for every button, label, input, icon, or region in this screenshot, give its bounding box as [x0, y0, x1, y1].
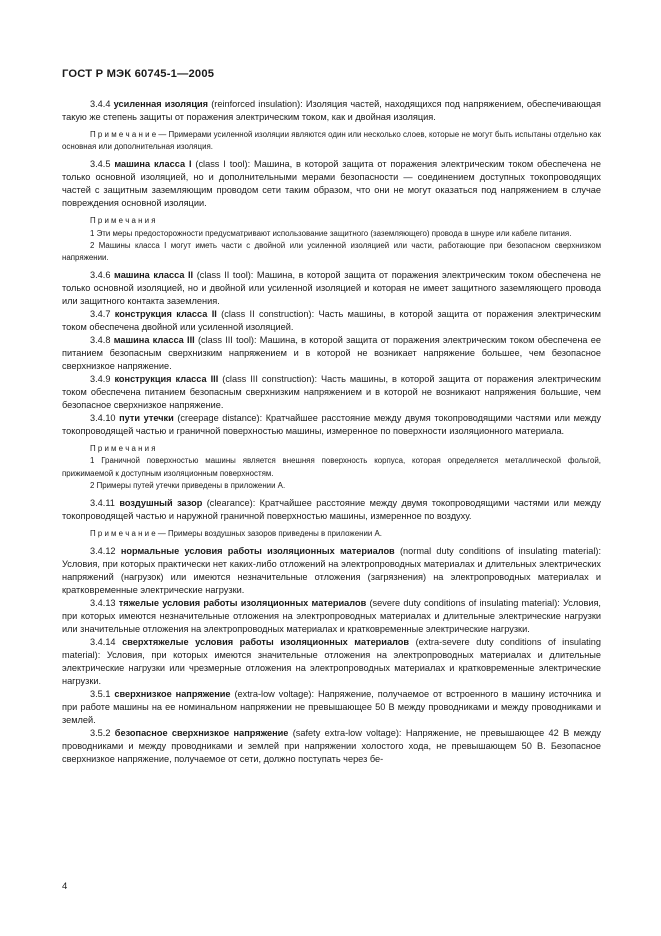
note-text: 2 Примеры путей утечки приведены в приложении А.: [90, 480, 286, 490]
defined-term: машина класса I: [114, 159, 192, 170]
definition-text: (extra-low voltage): Напряжение, получаемое от встроенного в машину источника и при работе машины на ее номинальном напряжении не превышающее 50 В между проводниками и между проводниками и землей.: [62, 689, 601, 726]
defined-term: конструкция класса III: [114, 374, 219, 385]
note-heading: [62, 215, 601, 227]
definition-paragraph: [62, 98, 601, 124]
standard-header: ГОСТ Р МЭК 60745-1—2005: [62, 68, 215, 80]
note-text: — Примерами усиленной изоляции являются один или несколько слоев, которые не могут быть испытаны отдельно как основная или дополнительная изоляция.: [62, 130, 601, 152]
definition-paragraph: [62, 269, 601, 308]
definition-paragraph: [62, 497, 601, 523]
clause-number: 3.4.12: [90, 546, 116, 557]
defined-term: машина класса III: [113, 335, 195, 346]
note-paragraph: [62, 480, 601, 492]
note-label: П р и м е ч а н и е: [90, 529, 156, 539]
definition-paragraph: [62, 636, 601, 688]
note-label: П р и м е ч а н и я: [90, 216, 156, 226]
definition-paragraph: [62, 727, 601, 766]
clause-number: 3.4.11: [90, 498, 115, 509]
definition-text: (severe duty conditions of insulating material): Условия, при которых имеются незначительные отложения на электропроводных материалах и длительные электрические нагрузки или значительные отложения на электропроводных материалах и кратковременные электрические нагрузки.: [62, 598, 601, 635]
clause-number: 3.4.13: [90, 598, 116, 609]
clause-number: 3.4.14: [90, 637, 116, 648]
definition-text: (class III construction): Часть машины, в которой защита от поражения электрическим током обеспечена питанием безопасным сверхнизким напряжением и в которой не возникают напряжения большие, чем безопасное сверхнизкое напряжение.: [62, 374, 601, 411]
definition-paragraph: [62, 158, 601, 210]
defined-term: нормальные условия работы изоляционных материалов: [120, 546, 395, 557]
document-body: [62, 98, 601, 766]
page-number: 4: [62, 881, 68, 892]
clause-number: 3.5.1: [90, 689, 111, 700]
definition-text: (clearance): Кратчайшее расстояние между двумя токопроводящими частями или между токопроводящей частью и наружной граничной поверхностью машины, измеренное по воздуху.: [62, 498, 601, 522]
note-paragraph: [62, 240, 601, 264]
definition-paragraph: [62, 308, 601, 334]
definition-text: (creepage distance): Кратчайшее расстояние между двумя токопроводящими частями или между токопроводящей частью и граничной поверхностью машины, измеренное по поверхности изоляционного материала.: [62, 413, 601, 437]
definition-paragraph: [62, 412, 601, 438]
note-text: 2 Машины класса I могут иметь части с двойной или усиленной изоляцией или части, работающие при безопасном сверхнизком напряжении.: [62, 240, 601, 263]
definition-text: (reinforced insulation): Изоляция частей, находящихся под напряжением, обеспечивающая такую же степень защиты от поражения электрическим током, как и двойная изоляция.: [62, 99, 601, 122]
clause-number: 3.4.6: [90, 270, 111, 281]
clause-number: 3.4.7: [90, 309, 111, 320]
note-paragraph: [62, 228, 601, 240]
definition-paragraph: [62, 334, 601, 373]
note-text: — Примеры воздушных зазоров приведены в приложении А.: [155, 529, 382, 539]
definition-text: (class I tool): Машина, в которой защита от поражения электрическим током обеспечена не только основной изоляцией, но и дополнительными мерами безопасности — соединением доступных токопроводящих частей с защитным заземляющим проводом сети таким образом, что они не могут оказаться под напряжением в случае повреждения основной изоляции.: [62, 159, 601, 209]
definition-text: (safety extra-low voltage): Напряжение, не превышающее 42 В между проводниками и между проводниками и землей при напряжении холостого хода, не превышающем 50 В. Безопасное сверхнизкое напряжение, получаемое от сети, должно поступать через бе-: [62, 728, 601, 765]
definition-text: (class III tool): Машина, в которой защита от поражения электрическим током обеспечена ее питанием безопасным сверхнизким напряжением и в которой не возникает напряжение большее, чем безопасное сверхнизкое напряжение.: [62, 335, 601, 372]
defined-term: безопасное сверхнизкое напряжение: [114, 728, 289, 739]
defined-term: сверхнизкое напряжение: [114, 689, 231, 700]
clause-number: 3.5.2: [90, 728, 111, 739]
note-paragraph: [62, 129, 601, 153]
clause-number: 3.4.8: [90, 335, 111, 346]
clause-number: 3.4.5: [90, 159, 111, 170]
clause-number: 3.4.10: [90, 413, 116, 424]
definition-text: (normal duty conditions of insulating material): Условия, при которых практически нет каких-либо отложений на электропроводных материалах и длительных электрических напряжений (нагрузок) или имеются незначительные отложения (загрязнения) на электропроводных материалах и кратковременные электрические нагрузки.: [62, 546, 601, 596]
definition-text: (class II tool): Машина, в которой защита от поражения электрическим током обеспечена не только основной изоляцией, но и двойной или усиленной изоляцией и которая не имеет защитного заземляющего провода или защитного контакта заземления.: [62, 270, 602, 307]
defined-term: конструкция класса II: [114, 309, 217, 320]
defined-term: тяжелые условия работы изоляционных материалов: [118, 598, 367, 609]
defined-term: машина класса II: [114, 270, 194, 281]
definition-text: (class II construction): Часть машины, в которой защита от поражения электрическим током обеспечена двойной или усиленной изоляцией.: [62, 309, 601, 333]
note-label: П р и м е ч а н и я: [90, 444, 156, 454]
defined-term: усиленная изоляция: [113, 99, 209, 109]
definition-paragraph: [62, 545, 601, 597]
note-paragraph: [62, 528, 601, 540]
note-label: П р и м е ч а н и е: [90, 130, 157, 139]
defined-term: пути утечки: [119, 413, 174, 424]
note-text: 1 Граничной поверхностью машины является внешняя поверхность корпуса, которая определяется металлической фольгой, прижимаемой к доступным изоляционным поверхностям.: [62, 456, 601, 478]
clause-number: 3.4.4: [90, 99, 111, 109]
note-text: 1 Эти меры предосторожности предусматривают использование защитного (заземляющего) провода в шнуре или кабеле питания.: [90, 228, 572, 238]
defined-term: воздушный зазор: [119, 498, 203, 509]
definition-paragraph: [62, 373, 601, 412]
definition-paragraph: [62, 688, 601, 727]
clause-number: 3.4.9: [90, 374, 111, 385]
definition-paragraph: [62, 597, 601, 636]
note-heading: [62, 443, 601, 455]
note-paragraph: [62, 455, 601, 479]
definition-text: (extra-severe duty conditions of insulating material): Условия, при которых имеются значительные отложения на электропроводных материалах и длительные электрические нагрузки или чрезмерные отложения на электропроводных материалах и кратковременные электрические нагрузки.: [62, 637, 601, 687]
defined-term: сверхтяжелые условия работы изоляционных материалов: [122, 637, 410, 648]
